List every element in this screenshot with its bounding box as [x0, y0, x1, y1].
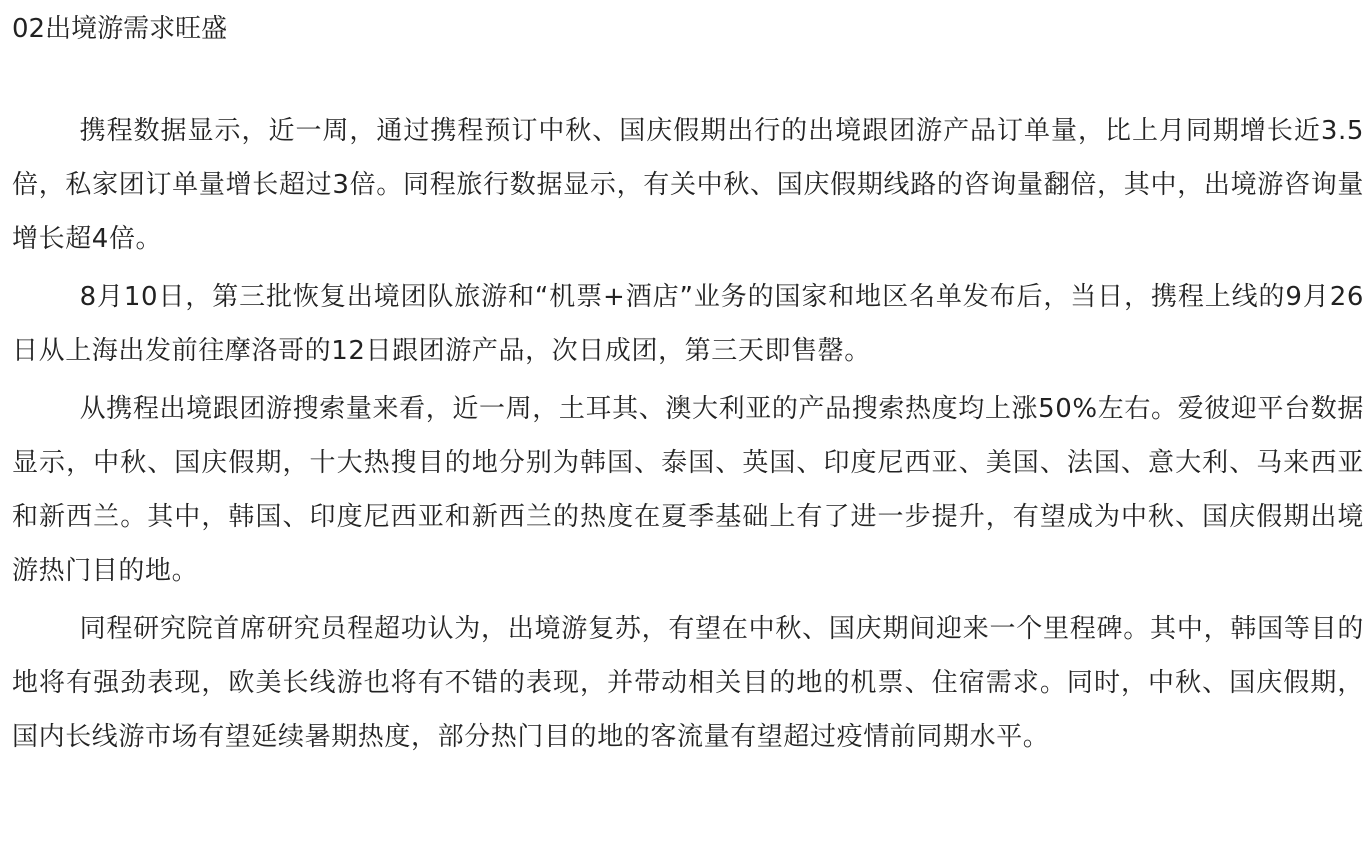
paragraph-2: 8月10日，第三批恢复出境团队旅游和“机票+酒店”业务的国家和地区名单发布后，当日，携程上线的9月26日从上海出发前往摩洛哥的12日跟团游产品，次日成团，第三天即售罄。 [12, 282, 1364, 366]
paragraph-4: 同程研究院首席研究员程超功认为，出境游复苏，有望在中秋、国庆期间迎来一个里程碑。其中，韩国等目的地将有强劲表现，欧美长线游也将有不错的表现，并带动相关目的地的机票、住宿需求。同时，中秋、国庆假期，国内长线游市场有望延续暑期热度，部分热门目的地的客流量有望超过疫情前同期水平。 [12, 614, 1364, 752]
article-body [12, 104, 1364, 764]
paragraph-1: 携程数据显示，近一周，通过携程预订中秋、国庆假期出行的出境跟团游产品订单量，比上月同期增长近3.5倍，私家团订单量增长超过3倍。同程旅行数据显示，有关中秋、国庆假期线路的咨询量翻倍，其中，出境游咨询量增长超4倍。 [12, 116, 1364, 254]
section-heading: 02出境游需求旺盛 [12, 14, 228, 44]
paragraph-3: 从携程出境跟团游搜索量来看，近一周，土耳其、澳大利亚的产品搜索热度均上涨50%左右。爱彼迎平台数据显示，中秋、国庆假期，十大热搜目的地分别为韩国、泰国、英国、印度尼西亚、美国、法国、意大利、马来西亚和新西兰。其中，韩国、印度尼西亚和新西兰的热度在夏季基础上有了进一步提升，有望成为中秋、国庆假期出境游热门目的地。 [12, 394, 1364, 586]
